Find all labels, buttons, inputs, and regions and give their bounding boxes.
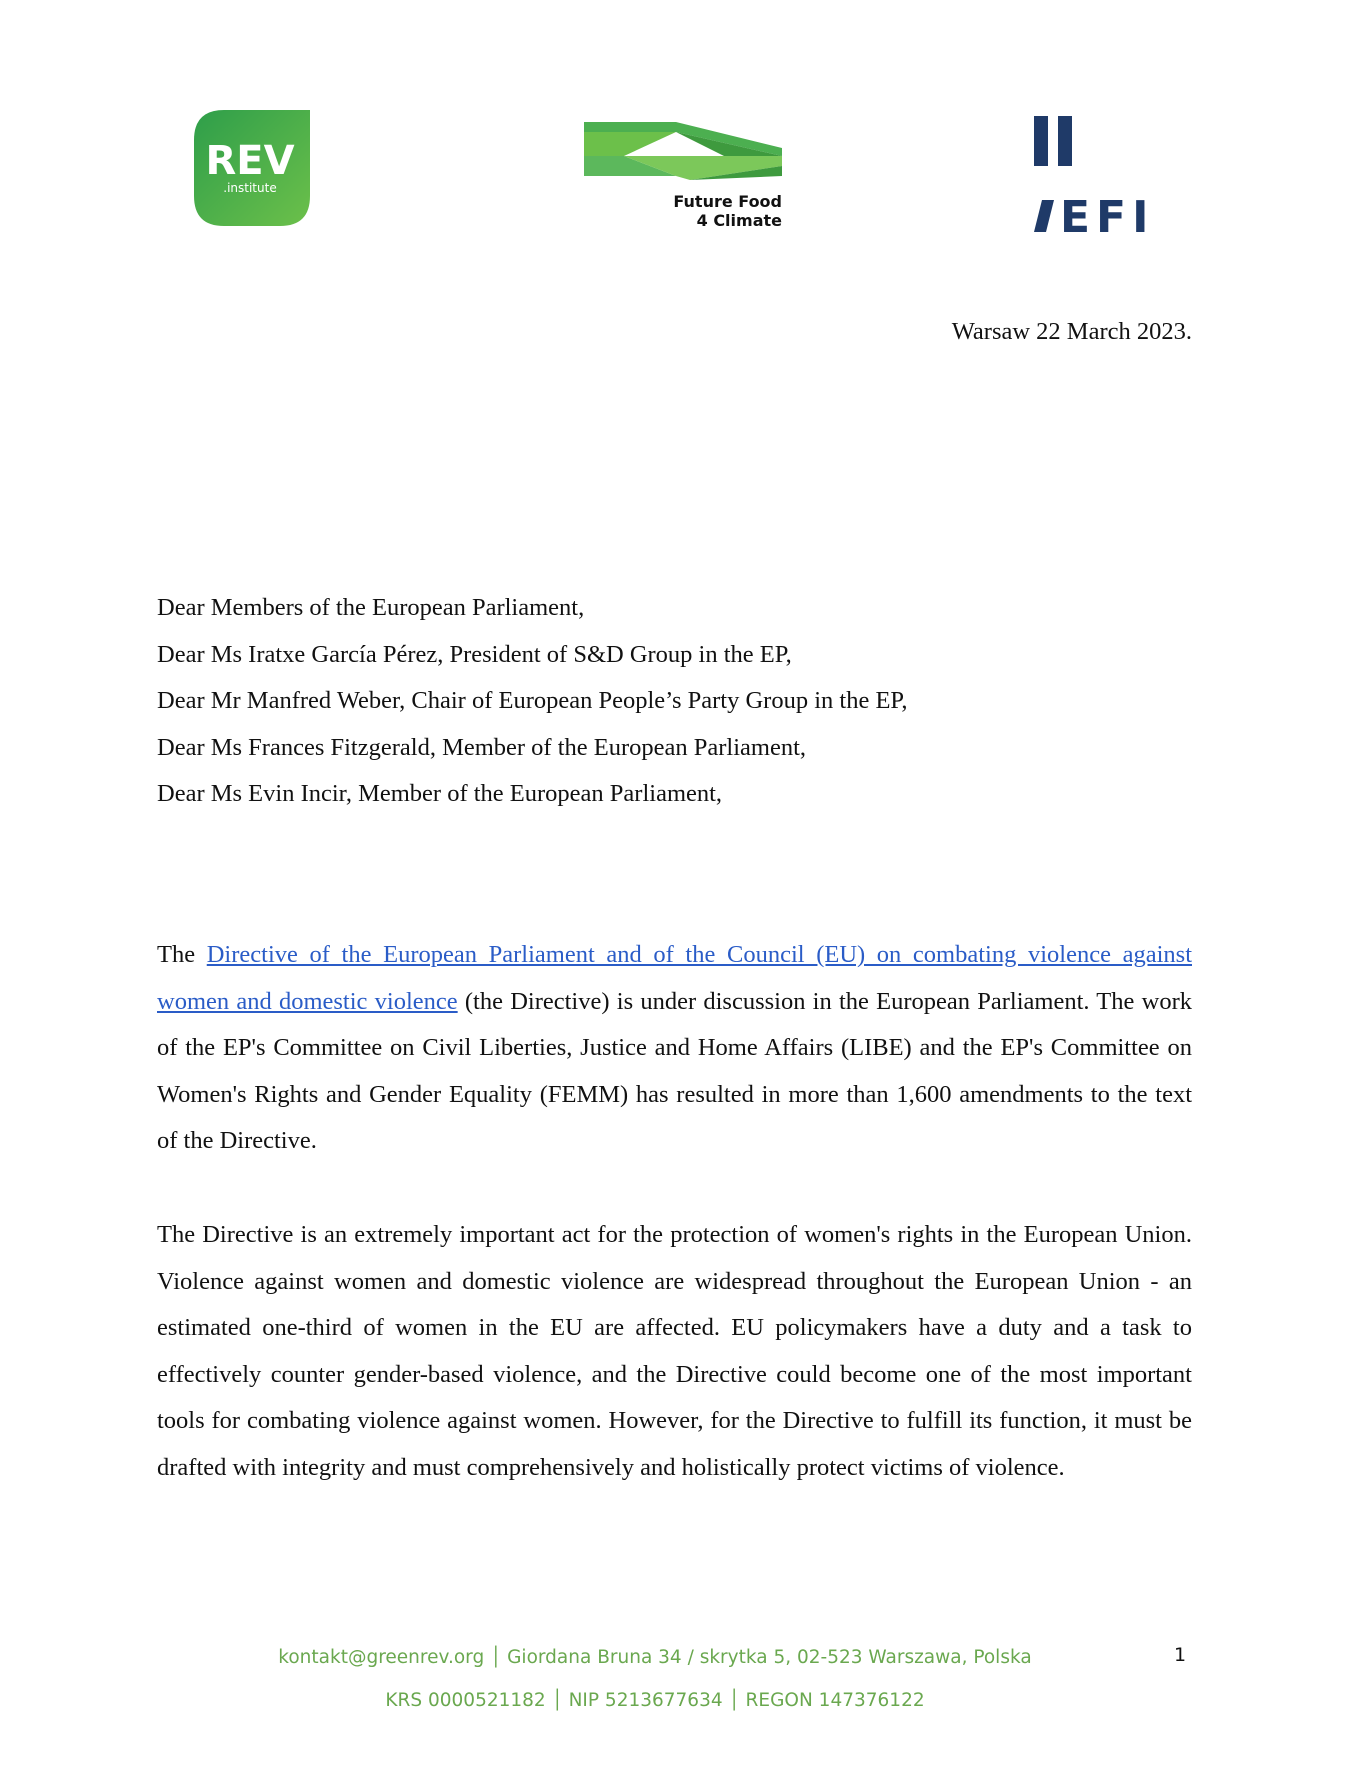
paragraph-1-suffix: (the Directive) is under discussion in the European Parliament. The work of the EP's Committee on Civil Liberties, Justice and Home Affairs (LIBE) and the EP's Committee on Women's Rights and Gender Equality (FEMM) has resulted in more than 1,600 amendments to the text of the Directive. <box>157 987 1192 1154</box>
footer-contact-line: kontakt@greenrev.org │ Giordana Bruna 34 / skrytka 5, 02-523 Warszawa, Polska <box>278 1647 1032 1668</box>
body-paragraph-1 <box>157 932 1192 1165</box>
future-food-4-climate-logo <box>584 118 784 238</box>
letter-date: Warsaw 22 March 2023. <box>951 318 1192 345</box>
salutation-line: Dear Members of the European Parliament, <box>157 594 585 621</box>
paragraph-1-prefix: The <box>157 941 207 968</box>
footer-registry-line: KRS 0000521182 │ NIP 5213677634 │ REGON 147376122 <box>385 1690 925 1711</box>
page-number: 1 <box>1174 1644 1187 1666</box>
efi-logo <box>1034 116 1164 236</box>
directive-link[interactable]: Directive of the European Parliament and of the Council (EU) on combating violence against women and domestic violence <box>157 941 1192 1015</box>
body-paragraph-2: The Directive is an extremely important act for the protection of women's rights in the European Union. Violence against women and domestic violence are widespread throughout the European Union - an estimated one-third of women in the EU are affected. EU policymakers have a duty and a task to effectively counter gender-based violence, and the Directive could become one of the most important tools for combating violence against women. However, for the Directive to fulfill its function, it must be drafted with integrity and must comprehensively and holistically protect victims of violence. <box>157 1221 1192 1481</box>
rev-logo-graphic <box>194 110 310 226</box>
salutations <box>157 585 1217 818</box>
salutation-line: Dear Mr Manfred Weber, Chair of European People’s Party Group in the EP, <box>157 687 908 714</box>
efi-logo-graphic <box>1034 116 1164 236</box>
future-food-logo-graphic <box>584 118 784 238</box>
salutation-line: Dear Ms Iratxe García Pérez, President of S&D Group in the EP, <box>157 640 792 668</box>
future-food-line2: 4 Climate <box>696 211 782 230</box>
salutation-line: Dear Ms Frances Fitzgerald, Member of the European Parliament, <box>157 733 807 761</box>
future-food-line1: Future Food <box>673 192 782 211</box>
rev-institute-logo <box>194 110 310 226</box>
rev-logo-sub-text: .institute <box>223 181 277 195</box>
salutation-line: Dear Ms Evin Incir, Member of the European Parliament, <box>157 780 723 807</box>
efi-logo-text: EFI <box>1060 192 1155 236</box>
rev-logo-main-text: REV <box>205 138 295 184</box>
